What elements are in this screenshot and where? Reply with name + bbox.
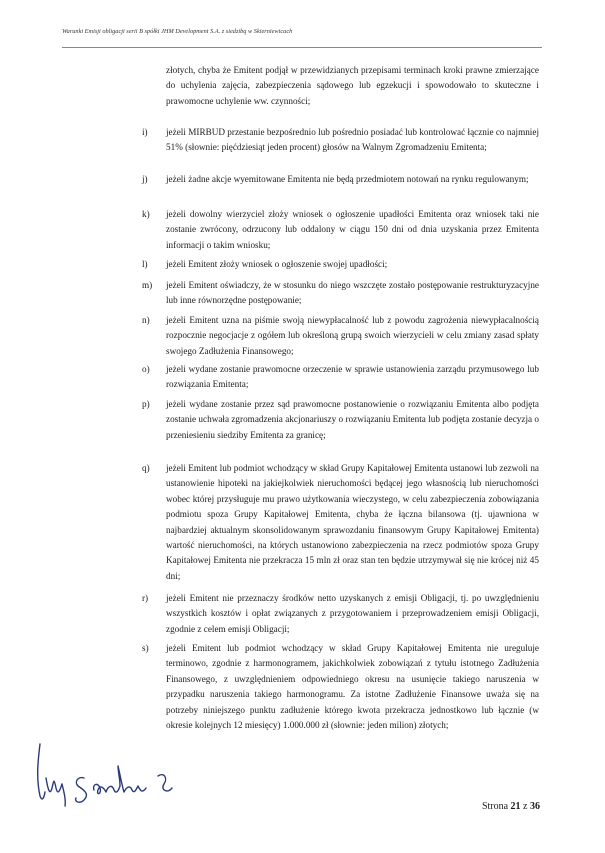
header-divider bbox=[62, 47, 542, 48]
list-item-text: jeżeli wydane zostanie prawomocne orzeczenie w sprawie ustanowienia zarządu przymusowego lub rozwiązania Emitenta; bbox=[166, 364, 539, 390]
continuation-paragraph: złotych, chyba że Emitent podjął w przewidzianych przepisami terminach kroki prawne zmierzające do uchylenia zajęcia, zabezpieczenia sądowego lub egzekucji i spowodowało to skuteczne i prawomocne uchylenie ww. czynności; bbox=[166, 65, 539, 106]
list-item-text: jeżeli dowolny wierzyciel złoży wniosek o ogłoszenie upadłości Emitenta oraz wniosek taki nie zostanie zwrócony, odrzucony lub oddalony w ciągu 150 dni od dnia uzyskania przez Emitenta informacji o takim wniosku; bbox=[166, 209, 539, 250]
list-item-text: jeżeli Emitent oświadczy, że w stosunku do niego wszczęte zostało postępowanie restrukturyzacyjne lub inne równorzędne postępowanie; bbox=[166, 280, 539, 306]
list-item-text: jeżeli Emitent lub podmiot wchodzący w skład Grupy Kapitałowej Emitenta nie ureguluje terminowo, zgodnie z harmonogramem, jakichkolwiek zobowiązań z tytułu istotnego Zadłużenia Finansowego, z uwzględnieniem odpowiedniego okresu na usunięcie takiego naruszenia w przypadku naruszenia takiego harmonogramu. Za istotne Zadłużenie Finansowe uważa się na potrzeby niniejszego punktu zadłużenie którego kwota przekracza jednostkowo lub łącznie (w okresie kolejnych 12 miesięcy) 1.000.000 zł (słownie: jeden milion) złotych; bbox=[166, 643, 539, 731]
current-page: 21 bbox=[510, 801, 521, 812]
list-item-letter: j) bbox=[142, 174, 148, 184]
list-item-letter: p) bbox=[142, 399, 150, 409]
list-item-letter: q) bbox=[142, 463, 150, 473]
list-item-text: jeżeli wydane zostanie przez sąd prawomocne postanowienie o rozwiązaniu Emitenta albo podjęta zostanie uchwała zgromadzenia akcjonariuszy o rozwiązaniu Emitenta lub podjęta zostanie decyzja o przeniesieniu siedziby Emitenta za granicę; bbox=[166, 399, 539, 440]
list-item-letter: r) bbox=[142, 593, 149, 603]
handwritten-signature bbox=[32, 738, 222, 808]
list-item-letter: m) bbox=[142, 280, 153, 290]
list-item-letter: k) bbox=[142, 209, 150, 219]
list-item-letter: n) bbox=[142, 315, 150, 325]
list-item-text: jeżeli Emitent złoży wniosek o ogłoszenie swojej upadłości; bbox=[166, 259, 388, 269]
page-number bbox=[446, 801, 540, 812]
list-item-text: jeżeli żadne akcje wyemitowane Emitenta nie będą przedmiotem notowań na rynku regulowanym; bbox=[166, 174, 529, 184]
page-separator: z bbox=[523, 801, 528, 812]
page-label: Strona bbox=[481, 801, 509, 812]
list-item-text: jeżeli MIRBUD przestanie bezpośrednio lub pośrednio posiadać lub kontrolować łącznie co najmniej 51% (słownie: pięćdziesiąt jeden procent) głosów na Walnym Zgromadzeniu Emitenta; bbox=[166, 127, 539, 153]
list-item-letter: i) bbox=[142, 127, 148, 137]
list-item-letter: l) bbox=[142, 259, 148, 269]
list-item-letter: o) bbox=[142, 364, 150, 374]
document-header: Warunki Emisji obligacji serii B spółki JHM Development S.A. z siedzibą w Skierniewicach bbox=[62, 28, 293, 35]
list-item-text: jeżeli Emitent nie przeznaczy środków netto uzyskanych z emisji Obligacji, tj. po uwzględnieniu wszystkich kosztów i opłat związanych z przygotowaniem i przeprowadzeniem emisji Obligacji, zgodnie z celem emisji Obligacji; bbox=[166, 593, 539, 634]
list-item-text: jeżeli Emitent uzna na piśmie swoją niewypłacalność lub z powodu zagrożenia niewypłacalnością rozpocznie negocjacje z ogółem lub określoną grupą swoich wierzycieli w celu zmiany zasad spłaty swojego Zadłużenia Finansowego; bbox=[166, 315, 539, 356]
list-item-text: jeżeli Emitent lub podmiot wchodzący w skład Grupy Kapitałowej Emitenta ustanowi lub zezwoli na ustanowienie hipoteki na jakiejkolwiek nieruchomości będącej jego własnością lub nieruchomości wobec której przysługuje mu prawo użytkowania wieczystego, w celu zabezpieczenia zobowiązania podmiotu spoza Grupy Kapitałowej Emitenta, chyba że łączna bilansowa (tj. ujawniona w najbardziej aktualnym skonsolidowanym sprawozdaniu finansowym Grupy Kapitałowej Emitenta) wartość nieruchomości, na których ustanowiono zabezpieczenia na rzecz podmiotów spoza Grupy Kapitałowej Emitenta nie przekracza 15 mln zł oraz stan ten będzie utrzymywał się nie krócej niż 45 dni; bbox=[166, 463, 539, 581]
total-pages: 36 bbox=[530, 801, 540, 812]
list-item-letter: s) bbox=[142, 643, 149, 653]
